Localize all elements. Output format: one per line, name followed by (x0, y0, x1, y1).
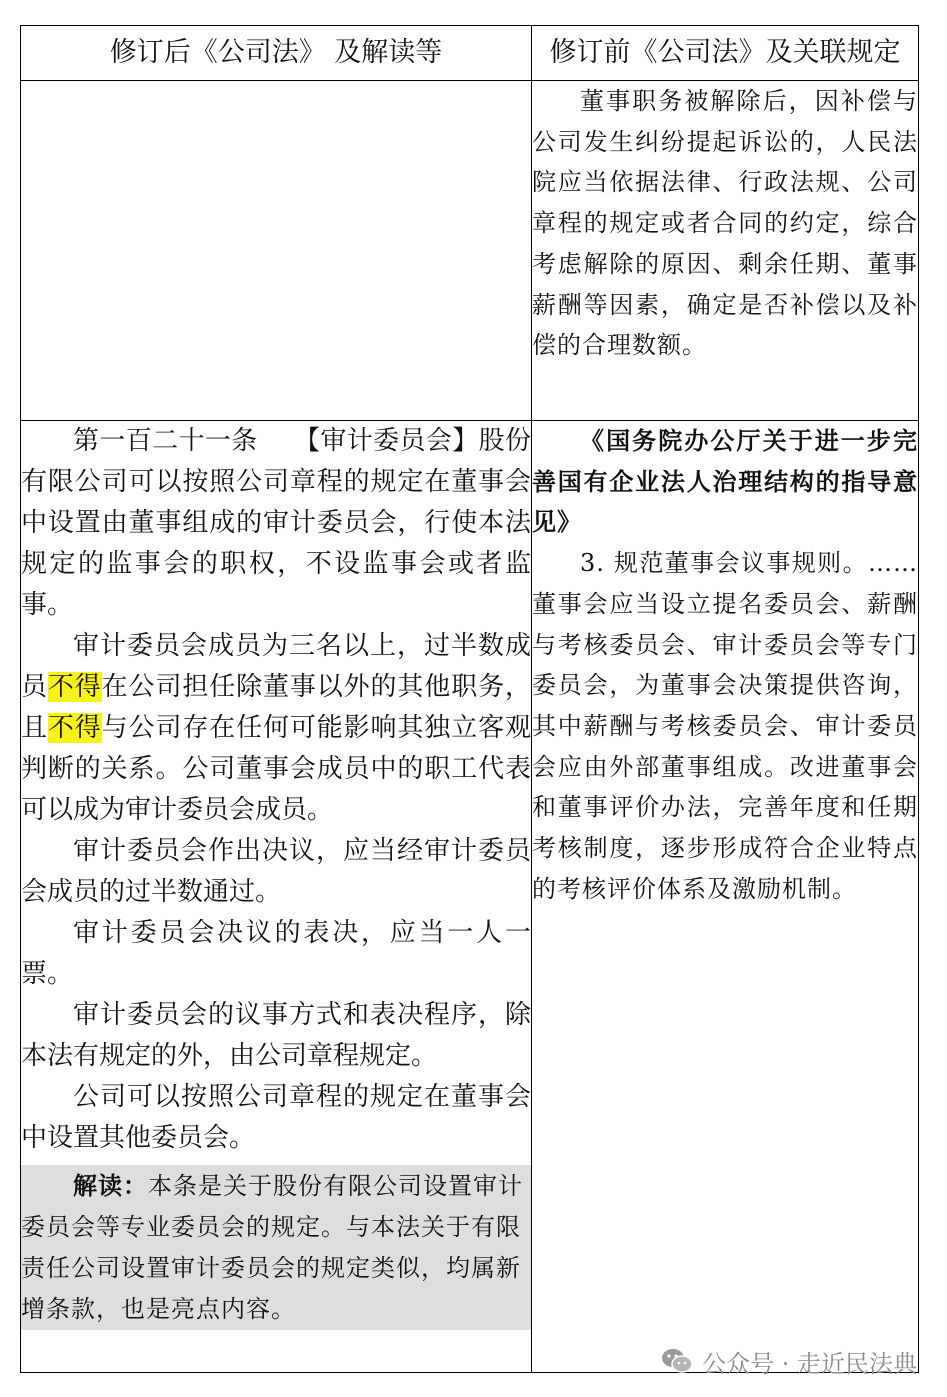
related-doc-paragraph: 3. 规范董事会议事规则。……董事会应当设立提名委员会、薪酬与考核委员会、审计委员会等专门委员会，为董事会决策提供咨询，其中薪酬与考核委员会、审计委员会应由外部董事组成。改进董事会和董事评价办法，完善年度和任期考核制度，逐步形成符合企业特点的考核评价体系及激励机制。 (532, 549, 918, 903)
article-paragraph-4: 审计委员会决议的表决，应当一人一票。 (21, 918, 531, 989)
comparison-table (20, 25, 919, 1373)
article-text-2b: 在公司担任除董事以外的其他职务，且 (21, 672, 531, 743)
interpretation-block (21, 1165, 531, 1330)
watermark (660, 1343, 917, 1379)
article-paragraph-1 (21, 421, 531, 626)
header-right: 修订前《公司法》及关联规定 (532, 26, 919, 81)
article-title: 【审计委员会】 (293, 426, 479, 456)
table-row-1 (21, 81, 919, 421)
article-text-2c: 与公司存在任何可能影响其独立客观判断的关系。公司董事会成员中的职工代表可以成为审计委员会成员。 (21, 713, 531, 825)
article-paragraph-3: 审计委员会作出决议，应当经审计委员会成员的过半数通过。 (21, 836, 531, 907)
row2-right-cell (532, 421, 919, 1373)
interpretation-label: 解读： (73, 1171, 148, 1200)
related-doc-title: 《国务院办公厅关于进一步完善国有企业法人治理结构的指导意见》 (532, 426, 918, 537)
row2-left-cell (21, 421, 532, 1373)
row1-left-cell (21, 81, 532, 421)
watermark-text: 公众号 · 走近民法典 (702, 1349, 917, 1378)
article-text-2a: 审计委员会成员为三名以上，过半数成员 (21, 631, 531, 702)
article-paragraph-6: 公司可以按照公司章程的规定在董事会中设置其他委员会。 (21, 1082, 531, 1153)
article-paragraph-5: 审计委员会的议事方式和表决程序，除本法有规定的外，由公司章程规定。 (21, 1000, 531, 1071)
article-text-1: 股份有限公司可以按照公司章程的规定在董事会中设置由董事组成的审计委员会，行使本法规定的监事会的职权，不设监事会或者监事。 (21, 426, 531, 620)
highlight-2: 不得 (47, 713, 102, 743)
wechat-icon (660, 1347, 694, 1375)
highlight-1: 不得 (47, 672, 102, 702)
article-paragraph-2 (21, 626, 531, 831)
row1-right-cell (532, 81, 919, 421)
table-header-row (21, 26, 919, 81)
header-left: 修订后《公司法》 及解读等 (21, 26, 532, 81)
interpretation-text: 本条是关于股份有限公司设置审计委员会等专业委员会的规定。与本法关于有限责任公司设置审计委员会的规定类似，均属新增条款，也是亮点内容。 (21, 1172, 523, 1323)
article-number: 第一百二十一条 (73, 426, 258, 456)
row1-right-paragraph: 董事职务被解除后，因补偿与公司发生纠纷提起诉讼的，人民法院应当依据法律、行政法规、公司章程的规定或者合同的约定，综合考虑解除的原因、剩余任期、董事薪酬等因素，确定是否补偿以及补偿的合理数额。 (532, 87, 918, 360)
table-row-2 (21, 421, 919, 1373)
